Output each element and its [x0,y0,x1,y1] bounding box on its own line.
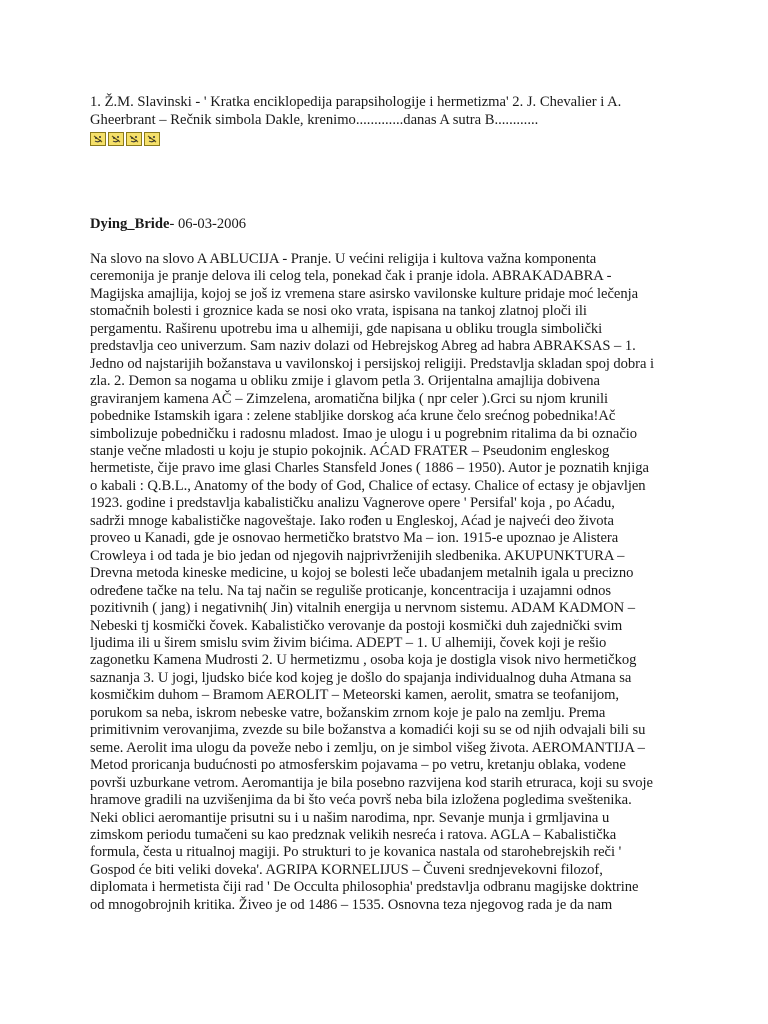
post-body-line: hramove gradili na uzvišenjima da bi što veća površ neba bila izložena pogledima sveštenika. [90,792,632,809]
post-body-line: Gospod će biti veliki doveka'. AGRIPA KORNELIJUS – Čuveni srednjevekovni filozof, [90,861,603,878]
post-header [90,215,690,233]
post-body-line: zimskom periodu tumačeni su kao predznak velikih nesreća i ratova. AGLA – Kabalistička [90,826,617,843]
post-body-line: Jedno od najstarijih božanstava u vavilonskoj i persijskoj religiji. Predstavlja skladan spoj dobra i [90,355,655,372]
post-body-line: Nebeski tj kosmički čovek. Kabalističko verovanje da postoji kosmički duh zajednički svim [90,617,623,634]
smiley-icon [108,132,124,146]
post-body-line: zagonetku Kamena Mudrosti 2. U hermetizmu , osoba koja je dostigla visok nivo hermetičkog [90,652,637,669]
forum-post-page [90,94,690,914]
sources-line-2: Gheerbrant – Rečnik simbola Dakle, krenimo.............danas A sutra B............ [90,111,539,128]
post-body-line: zla. 2. Demon sa nogama u obliku zmije i glavom petla 3. Orijentalna amajlija dobivena [90,373,600,390]
post-body-line: saznanja 3. U jogi, ljudsko biće kod kojeg je došlo do spajanja individualnog duha Atmana sa [90,669,632,686]
post-body-line: od mnogobrojnih kritika. Živeo je od 1486 – 1535. Osnovna teza njegovog rada je da nam [90,896,613,913]
post-body-line: pobednike Istamskih igara : zelene stabljike dorskog aća krune čelo srećnog pobednika!Ač [90,408,616,425]
post-body-line: ljudima ili u širem smislu svim živim bićima. ADEPT – 1. U alhemiji, čovek koji je rešio [90,634,607,651]
post-body-line: proveo u Kanadi, gde je osnovao hermetičko bratstvo Ma – ion. 1915-e upoznao je Alistera [90,530,619,547]
post-body-line: kosmičkim duhom – Bramom AEROLIT – Meteorski kamen, aerolit, smatra se teofanijom, [90,687,620,704]
post-body-line: graviranjem kamena AČ – Zimzelena, aromatična biljka ( npr celer ).Grci su njom krunili [90,390,609,407]
post-author[interactable]: Dying_Bride [90,216,170,232]
post-body-line: ceremonija je pranje delova ili celog tela, ponekad čak i pranje idola. ABRAKADABRA - [90,268,612,285]
post-body-line: pergamentu. Raširenu upotrebu ima u alhemiji, gde napisana u obliku trougla simbolički [90,320,603,337]
post-body-line: Na slovo na slovo A ABLUCIJA - Pranje. U većini religija i kultova važna komponenta [90,251,597,267]
smiley-icon [126,132,142,146]
post-body-line: Drevna metoda kineske medicine, u kojoj se bolesti leče ubadanjem metalnih igala u precizno [90,565,634,582]
post-body-line: Crowleya i od tada je bio jedan od njegovih najprivrženijih sledbenika. AKUPUNKTURA – [90,547,625,564]
post-body [90,251,690,914]
smiley-icon [90,132,106,146]
post-body-line: o kabali : Q.B.L., Anatomy of the body of God, Chalice of ectasy. Chalice of ectasy je objavljen [90,477,646,494]
post-body-line: predstavlja ceo univerzum. Sam naziv dolazi od Hebrejskog Abreg ad habra ABRAKSAS – 1. [90,338,636,355]
smiley-icon [144,132,160,146]
post-body-line: primitivnim verovanjima, zvezde su bile božanstva a komadići koji su se od njih odvajali bili su [90,722,646,739]
post-body-line: seme. Aerolit ima ulogu da poveže nebo i zemlju, on je simbol višeg života. AEROMANTIJA – [90,739,645,756]
post-body-line: stomačnih bolesti i groznice kada se nosi oko vrata, ispisana na tankoj zlatnoj ploči ili [90,303,587,320]
post-body-line: stanje večne mladosti u koju je stupio pokojnik. AĆAD FRATER – Pseudonim engleskog [90,442,610,459]
post-body-line: simbolizuje pobedničku i radosnu mladost. Imao je ulogu i u pogrebnim ritalima da bi označio [90,425,638,442]
post-date: - 06-03-2006 [169,216,247,232]
post-body-line: Neki oblici aeromantije prisutni su i u našim narodima, npr. Sevanje munja i grmljavina u [90,809,610,826]
emoticon-row [90,132,690,148]
sources-paragraph [90,94,690,129]
post-body-line: porukom sa neba, iskrom nebeske vatre, božanskim zrnom koje je palo na zemlju. Prema [90,704,606,721]
post-body-line: pozitivnih ( jang) i negativnih( Jin) vitalnih energija u nervnom sistemu. ADAM KADMON – [90,600,635,617]
post-body-line: Metod proricanja budućnosti po atmosferskim pojavama – po vetru, kretanju oblaka, vodene [90,757,626,774]
post-body-line: diplomata i hermetista čiji rad ' De Occulta philosophia' predstavlja odbranu magijske doktrine [90,879,639,896]
post-body-line: formula, česta u ritualnoj magiji. Po strukturi to je kovanica nastala od starohebrejskih reči ' [90,844,622,861]
sources-line-1: 1. Ž.M. Slavinski - ' Kratka enciklopedija parapsihologije i hermetizma' 2. J. Chevalier i A. [90,94,622,110]
post-body-line: hermetiste, čije pravo ime glasi Charles Stansfeld Jones ( 1886 – 1950). Autor je poznatih knjiga [90,460,649,477]
post-body-line: 1923. godine i predstavlja kabalističku analizu Vagnerove opere ' Persifal' koja , po Aćadu, [90,495,615,512]
post-body-line: površi uzburkane vetrom. Aeromantija je bila posebno razvijena kod starih etruraca, koji su svoje [90,774,653,791]
post-body-line: sadrži mnoge kabalističke nagoveštaje. Iako rođen u Engleskoj, Aćad je najveći deo života [90,512,614,529]
post-body-line: Magijska amajlija, kojoj se još iz vremena stare asirsko vavilonske kulture pridaje moć lečenja [90,285,639,302]
post-body-line: određene tačke na telu. Na taj način se reguliše proticanje, koncentracija i uzajamni odnos [90,582,612,599]
